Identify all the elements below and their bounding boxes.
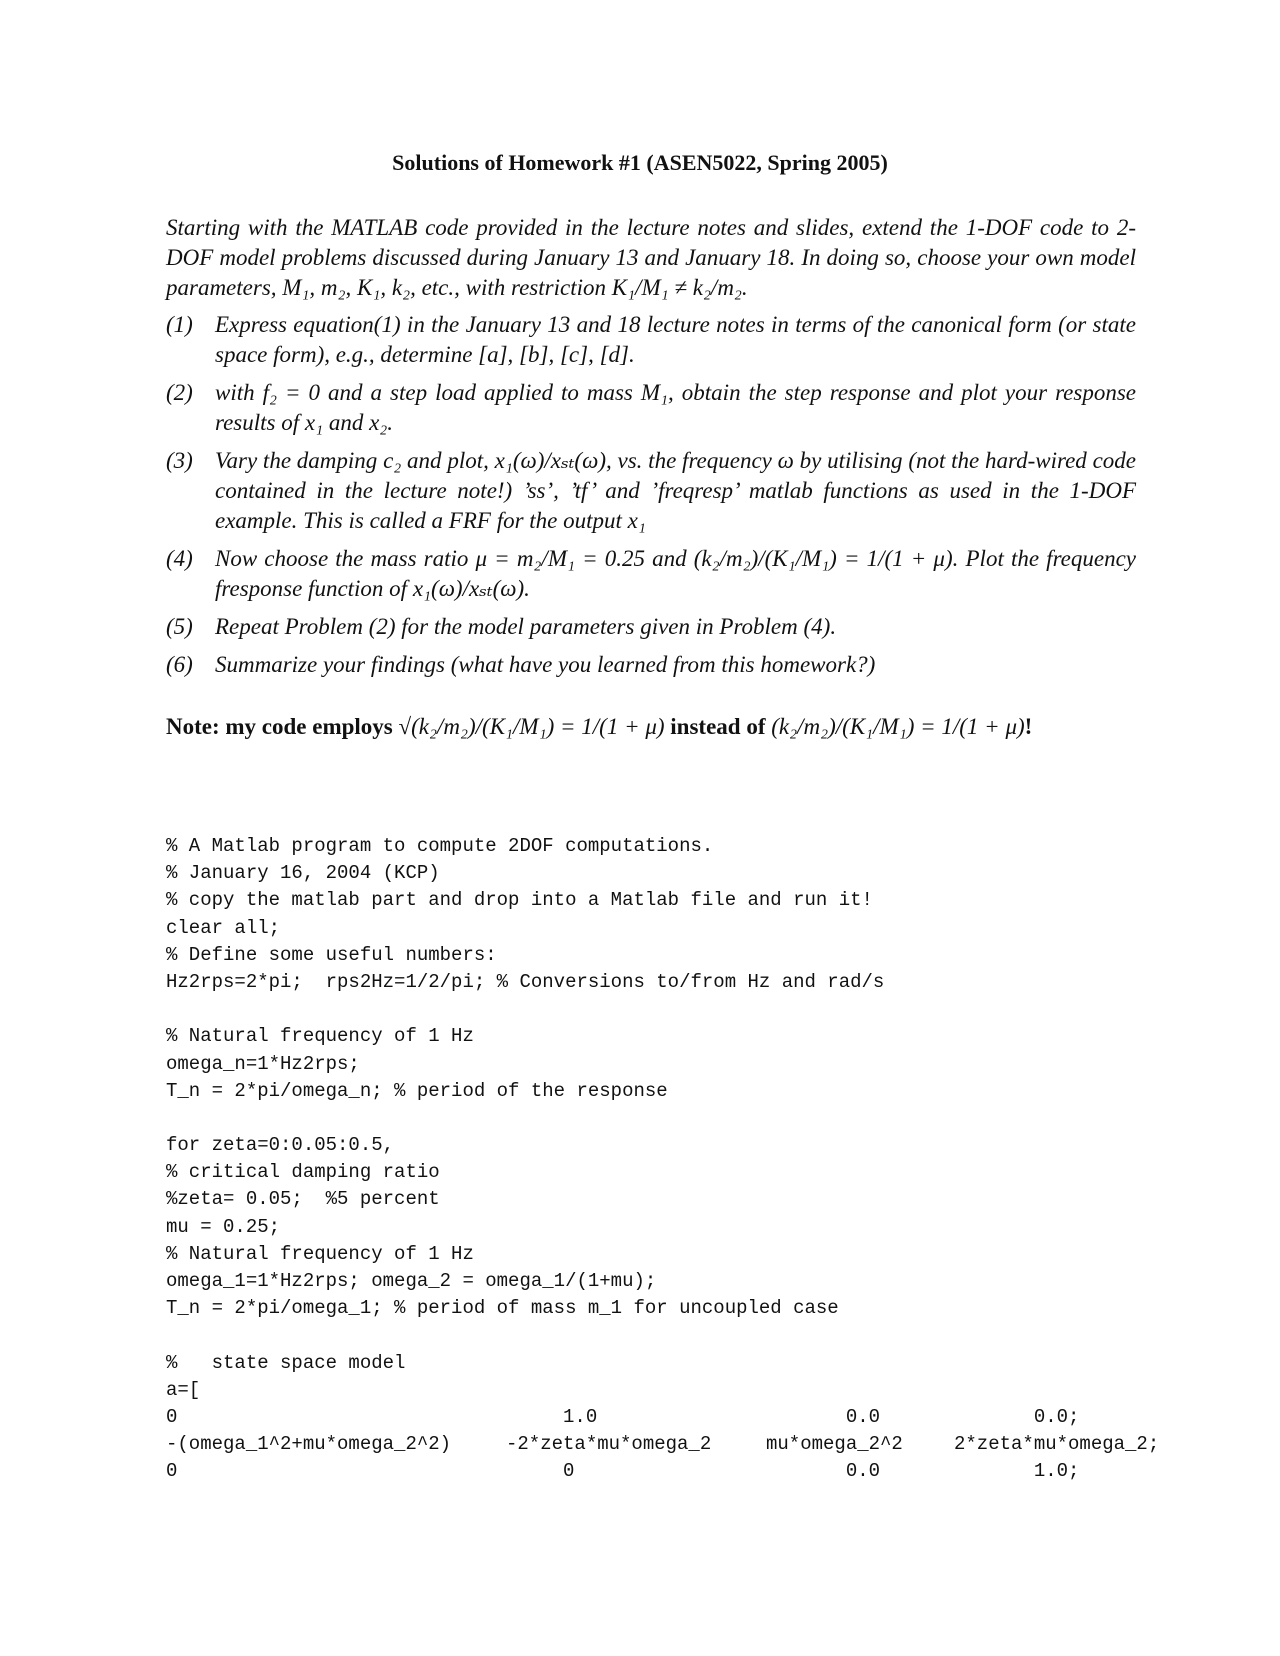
- matrix-cell: 0.0: [766, 1460, 881, 1483]
- code-line: Hz2rps=2*pi; rps2Hz=1/2/pi; % Conversions to/from Hz and rad/s: [166, 970, 885, 993]
- note-paragraph: [166, 712, 1136, 742]
- code-line: mu = 0.25;: [166, 1215, 281, 1238]
- code-line: % Natural frequency of 1 Hz: [166, 1242, 474, 1265]
- code-line: omega_1=1*Hz2rps; omega_2 = omega_1/(1+mu);: [166, 1270, 657, 1292]
- matrix-cell: 0.0;: [954, 1405, 1080, 1428]
- problem-number: (2): [166, 380, 193, 405]
- code-line: % copy the matlab part and drop into a Matlab file and run it!: [166, 889, 873, 912]
- matrix-cell: -2*zeta*mu*omega_2: [506, 1433, 712, 1456]
- problem-item: [166, 310, 1136, 370]
- code-line: % Natural frequency of 1 Hz: [166, 1025, 474, 1048]
- matrix-cell: -(omega_1^2+mu*omega_2^2): [166, 1433, 452, 1456]
- problem-number: (3): [166, 448, 193, 473]
- code-line: % A Matlab program to compute 2DOF computations.: [166, 835, 714, 857]
- problem-number: (6): [166, 652, 193, 677]
- matrix-cell: 0: [166, 1460, 178, 1483]
- matrix-cell: 0.0: [766, 1405, 881, 1428]
- note-expression-original: (k₂/m₂)/(K₁/M₁) = 1/(1 + μ): [771, 714, 1025, 739]
- problem-text: with f₂ = 0 and a step load applied to mass M₁, obtain the step response and plot your response results of x₁ and x₂.: [215, 380, 1136, 435]
- matrix-cell: 1.0: [506, 1405, 598, 1428]
- note-instead-of: instead of: [670, 714, 766, 739]
- matrix-row: [166, 1431, 1226, 1458]
- problem-item: [166, 612, 1136, 642]
- problem-number: (4): [166, 546, 193, 571]
- matrix-row: [166, 1404, 1226, 1431]
- problem-number: (1): [166, 312, 193, 337]
- code-blank-line: [166, 1322, 1226, 1349]
- matrix-cell: 1.0;: [954, 1460, 1080, 1483]
- page-title: Solutions of Homework #1 (ASEN5022, Spring 2005): [392, 150, 888, 175]
- code-line: T_n = 2*pi/omega_1; % period of mass m_1 for uncoupled case: [166, 1297, 839, 1320]
- code-line: for zeta=0:0.05:0.5,: [166, 1134, 395, 1157]
- code-blank-line: [166, 1105, 1226, 1132]
- matrix-row: [166, 1458, 1226, 1485]
- matrix-cell: mu*omega_2^2: [766, 1433, 903, 1456]
- problem-item: [166, 650, 1136, 680]
- problem-number: (5): [166, 614, 193, 639]
- problem-text: Express equation(1) in the January 13 and 18 lecture notes in terms of the canonical form (or state space form), e.g., determine [a], [b], [c], [d].: [215, 312, 1136, 367]
- intro-paragraph: Starting with the MATLAB code provided in the lecture notes and slides, extend the 1-DOF code to 2-DOF model problems discussed during January 13 and January 18. In doing so, choose your own model parameters, M₁, m₂, K₁, k₂, etc., with restriction K₁/M₁ ≠ k₂/m₂.: [166, 215, 1136, 300]
- note-expression-used: √(k₂/m₂)/(K₁/M₁) = 1/(1 + μ): [398, 714, 665, 739]
- problem-text: Repeat Problem (2) for the model parameters given in Problem (4).: [215, 614, 837, 639]
- code-line: omega_n=1*Hz2rps;: [166, 1052, 360, 1075]
- note-label: Note: my code employs: [166, 714, 393, 739]
- code-blank-line: [166, 996, 1226, 1023]
- code-line: %zeta= 0.05; %5 percent: [166, 1188, 440, 1211]
- code-line: a=[: [166, 1378, 201, 1401]
- problem-text: Summarize your findings (what have you learned from this homework?): [215, 652, 876, 677]
- note-exclamation: !: [1024, 714, 1033, 739]
- code-line: % January 16, 2004 (KCP): [166, 862, 440, 885]
- matlab-code-block: [166, 833, 1226, 1486]
- problem-item: [166, 378, 1136, 438]
- code-line: T_n = 2*pi/omega_n; % period of the response: [166, 1079, 668, 1102]
- matrix-cell: 0: [166, 1405, 178, 1428]
- problem-text: Now choose the mass ratio μ = m₂/M₁ = 0.25 and (k₂/m₂)/(K₁/M₁) = 1/(1 + μ). Plot the frequency fresponse function of x₁(ω)/xₛₜ(ω).: [215, 546, 1136, 601]
- code-line: clear all;: [166, 916, 281, 939]
- problem-text: Vary the damping c₂ and plot, x₁(ω)/xₛₜ(ω), vs. the frequency ω by utilising (not the hard-wired code contained in the lecture note!) ’ss’, ’tf’ and ’freqresp’ matlab functions as used in the 1-DOF example. This is called a FRF for the output x₁: [215, 448, 1136, 533]
- problem-list: [166, 310, 1136, 688]
- matrix-cell: 0: [506, 1460, 575, 1483]
- problem-item: [166, 446, 1136, 536]
- code-line: % critical damping ratio: [166, 1161, 440, 1184]
- code-line: % state space model: [166, 1351, 406, 1374]
- problem-item: [166, 544, 1136, 604]
- matrix-cell: 2*zeta*mu*omega_2;: [954, 1433, 1160, 1456]
- code-line: % Define some useful numbers:: [166, 943, 497, 966]
